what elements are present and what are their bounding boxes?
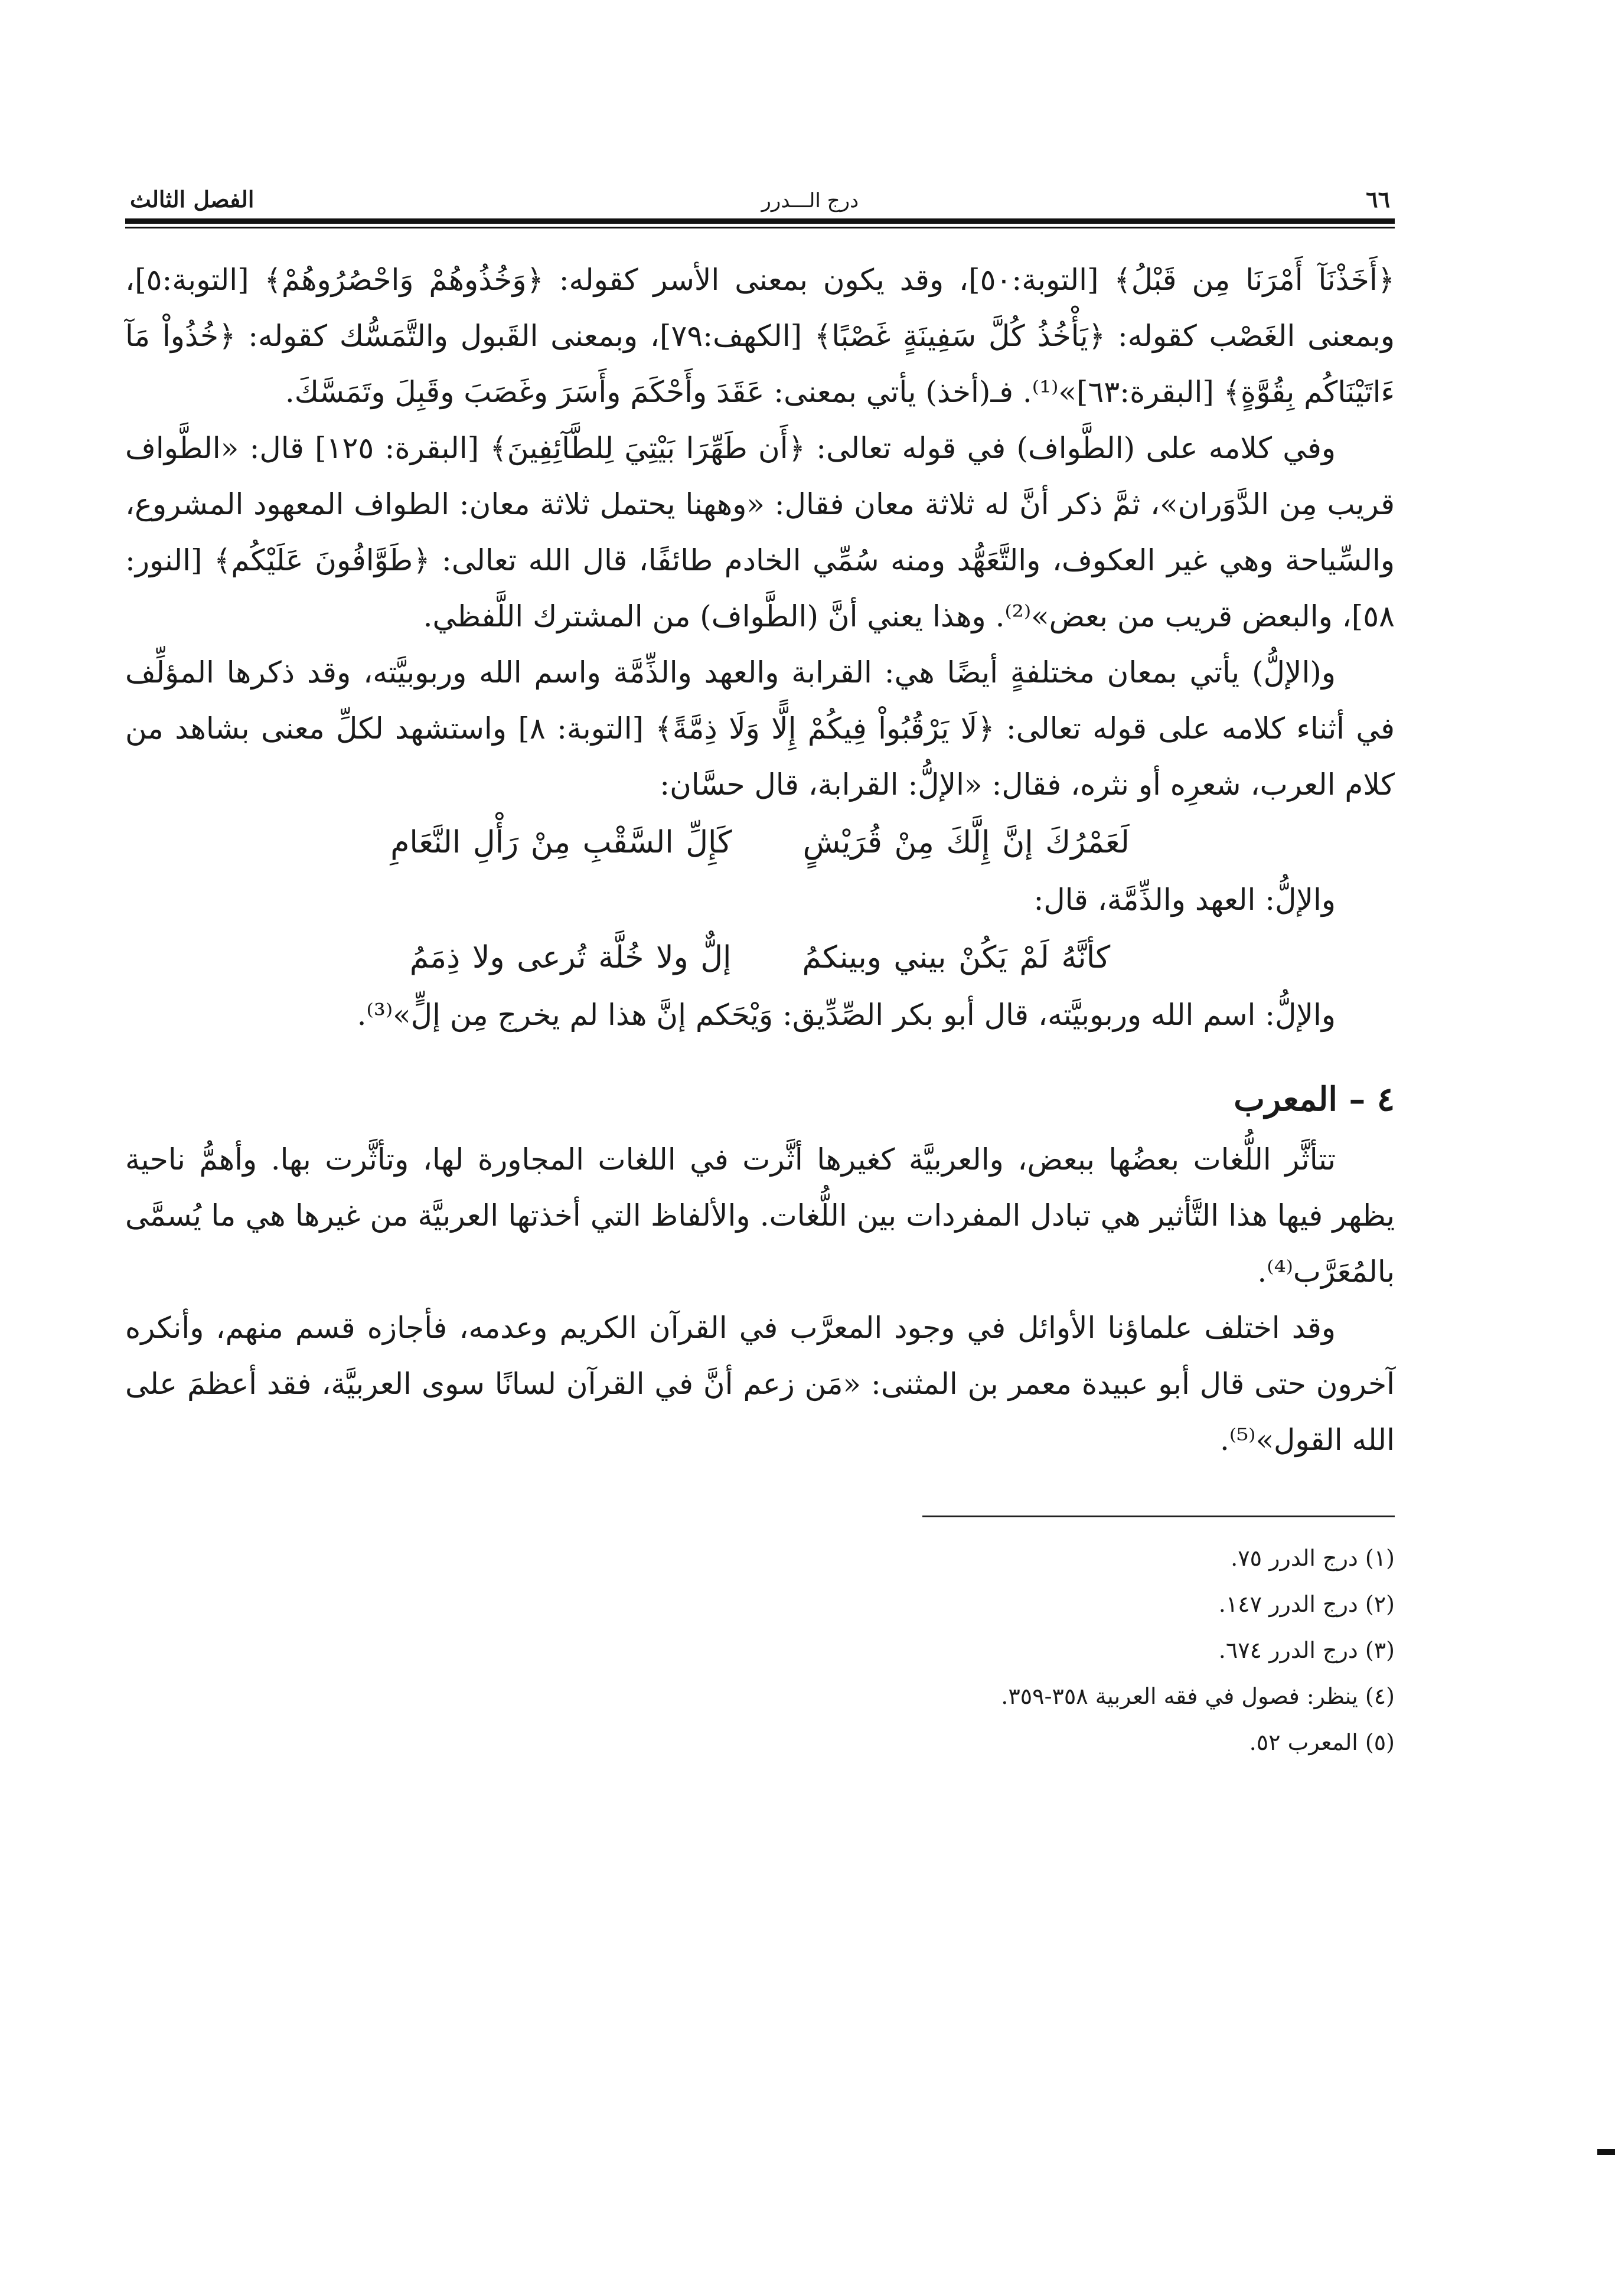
paragraph-2: وفي كلامه على (الطَّواف) في قوله تعالى: ﴿أَن طَهِّرَا بَيْتِيَ لِلطَّآئِفِينَ﴾ [البقرة: ١٢٥] قال: «الطَّواف قريب مِن الدَّوَران»، ثمَّ ذكر أنَّ له ثلاثة معان فقال: «وههنا يحتمل ثلاثة معان: الطواف المعهود المشروع، والسِّياحة وهي غير العكوف، والتَّعَهُّد ومنه سُمِّي الخادم طائفًا، قال الله تعالى: ﴿طَوَّافُونَ عَلَيْكُم﴾ [النور: ٥٨]، والبعض قريب من بعض»⁽²⁾. وهذا يعني أنَّ (الطَّواف) من المشترك اللَّفظي.	[125, 431, 1395, 633]
paragraph-6: تتأثَّر اللُّغات بعضُها ببعض، والعربيَّة كغيرها أثَّرت في اللغات المجاورة لها، وتأثَّرت بها. وأهمُّ ناحية يظهر فيها هذا التَّأثير هي تبادل المفردات بين اللُّغات. والألفاظ التي أخذتها العربيَّة من غيرها هي ما يُسمَّى بالمُعَرَّب⁽⁴⁾.	[125, 1142, 1395, 1289]
running-header	[125, 177, 1395, 213]
verse-1-second-hemistich: كَإِلِّ السَّقْبِ مِنْ رَأْلِ النَّعَامِ	[390, 825, 732, 860]
paragraph-3: و(الإلُّ) يأتي بمعان مختلفةٍ أيضًا هي: القرابة والعهد والذِّمَّة واسم الله وربوبيَّته، وقد ذكرها المؤلِّف في أثناء كلامه على قوله تعالى: ﴿لَا يَرْقُبُواْ فِيكُمْ إِلًّا وَلَا ذِمَّةً﴾ [التوبة: ٨] واستشهد لكلِّ معنى بشاهد من كلام العرب، شعرِه أو نثره، فقال: «الإلُّ: القرابة، قال حسَّان:	[125, 655, 1395, 802]
main-text	[125, 252, 1395, 1468]
verse-2-first-hemistich: كأنَّهُ لَمْ يَكُنْ بيني وبينكمُ	[802, 940, 1111, 975]
chapter-title: الفصل الثالث	[130, 186, 255, 213]
footnotes	[125, 1535, 1395, 1765]
book-page	[125, 177, 1395, 1765]
footnote-3: (٣) درج الدرر ٦٧٤.	[1218, 1637, 1395, 1663]
footnote-2: (٢) درج الدرر ١٤٧.	[1218, 1591, 1395, 1617]
paragraph-1: ﴿أَخَذْنَآ أَمْرَنَا مِن قَبْلُ﴾ [التوبة:٥٠]، وقد يكون بمعنى الأسر كقوله: ﴿وَخُذُوهُمْ وَاحْصُرُوهُمْ﴾ [التوبة:٥]، وبمعنى الغَصْب كقوله: ﴿يَأْخُذُ كُلَّ سَفِينَةٍ غَصْبًا﴾ [الكهف:٧٩]، وبمعنى القَبول والتَّمَسُّك كقوله: ﴿خُذُواْ مَآ ءَاتَيْنَاكُم بِقُوَّةٍ﴾ [البقرة:٦٣]»⁽¹⁾. فـ(أخذ) يأتي بمعنى: عَقَدَ وأَحْكَمَ وأَسَرَ وغَصَبَ وقَبِلَ وتَمَسَّكَ.	[125, 263, 1395, 409]
verse-2-second-hemistich: إلٌّ ولا خُلَّة تُرعى ولا ذِمَمُ	[409, 940, 732, 975]
verse-1-first-hemistich: لَعَمْرُكَ إنَّ إِلَّكَ مِنْ قُرَيْشٍ	[802, 825, 1130, 860]
paragraph-4: والإلُّ: العهد والذِّمَّة، قال:	[1033, 883, 1336, 917]
scan-edge-mark	[1597, 2149, 1615, 2155]
paragraph-5: والإلُّ: اسم الله وربوبيَّته، قال أبو بكر الصِّدِّيق: وَيْحَكم إنَّ هذا لم يخرج مِن إلٍّ»⁽³⁾.	[357, 998, 1336, 1032]
page-number: ٦٦	[1366, 186, 1390, 213]
paragraph-7: وقد اختلف علماؤنا الأوائل في وجود المعرَّب في القرآن الكريم وعدمه، فأجازه قسم منهم، وأنكره آخرون حتى قال أبو عبيدة معمر بن المثنى: «مَن زعم أنَّ في القرآن لسانًا سوى العربيَّة، فقد أعظمَ على الله القول»⁽⁵⁾.	[125, 1311, 1395, 1457]
book-title: درج الـــدرر	[761, 189, 859, 213]
footnote-5: (٥) المعرب ٥٢.	[1249, 1729, 1395, 1755]
header-rule-thin	[125, 227, 1395, 228]
footnote-1: (١) درج الدرر ٧٥.	[1231, 1545, 1395, 1571]
footnote-4: (٤) ينظر: فصول في فقه العربية ٣٥٨-٣٥٩.	[1001, 1683, 1395, 1709]
verse-1	[125, 813, 1395, 872]
footnote-separator	[922, 1516, 1395, 1517]
section-heading: ٤ – المعرب	[1234, 1080, 1395, 1119]
header-rule-thick	[125, 218, 1395, 224]
verse-2	[125, 928, 1395, 987]
